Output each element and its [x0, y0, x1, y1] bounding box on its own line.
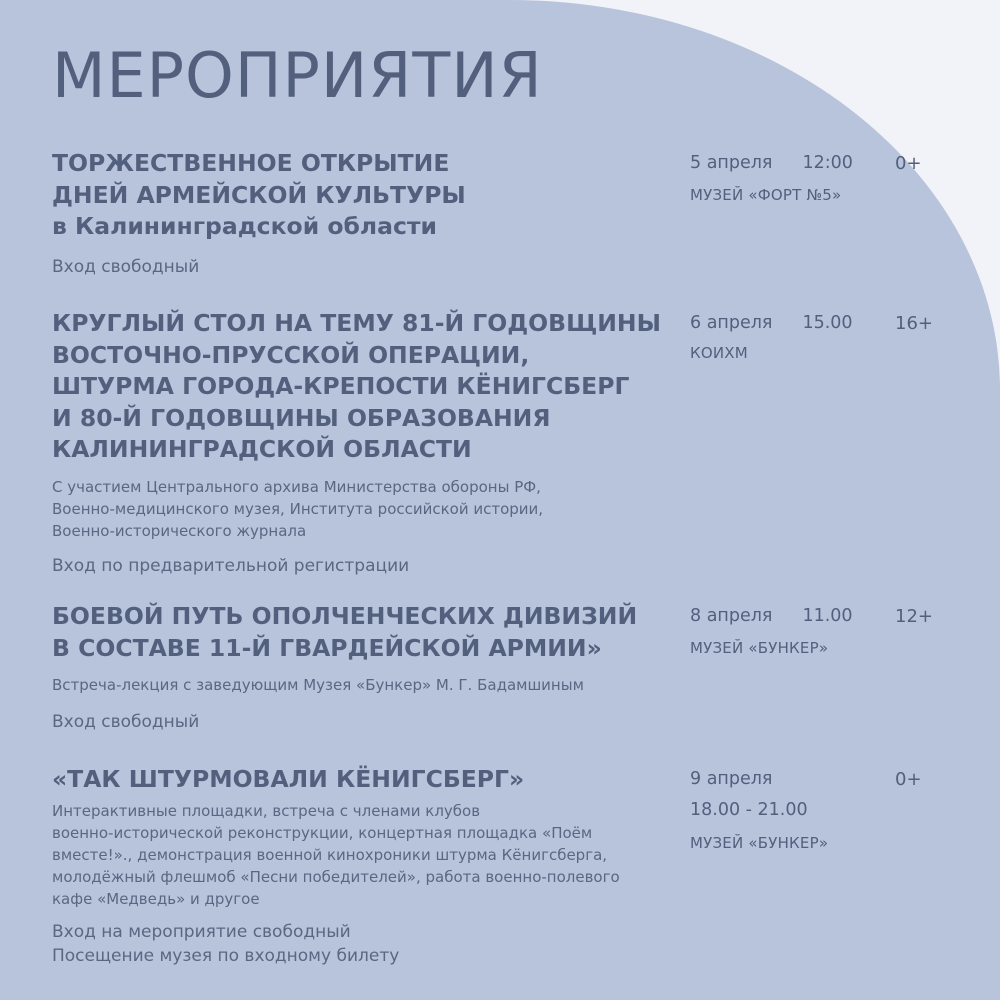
event-title-line: ТОРЖЕСТВЕННОЕ ОТКРЫТИЕ [52, 149, 450, 177]
event-description-line: Военно-медицинского музея, Института российской истории, [52, 499, 544, 518]
event-venue: КОИХМ [690, 344, 748, 362]
event-entry [52, 255, 952, 279]
event-3 [52, 601, 952, 734]
event-title-line: И 80-Й ГОДОВЩИНЫ ОБРАЗОВАНИЯ [52, 403, 551, 432]
event-title-line: ВОСТОЧНО-ПРУССКОЙ ОПЕРАЦИИ, [52, 340, 530, 369]
event-description-line: военно-исторической реконструкции, концертная площадка «Поём [52, 823, 593, 842]
event-entry-line: Вход свободный [52, 256, 200, 277]
event-entry [52, 554, 952, 578]
event-date-day: 5 апреля [690, 153, 773, 173]
event-title-line: В СОСТАВЕ 11-Й ГВАРДЕЙСКОЙ АРМИИ» [52, 633, 602, 662]
event-title [52, 308, 661, 466]
event-venue: МУЗЕЙ «БУНКЕР» [690, 834, 829, 852]
event-entry [52, 920, 952, 968]
event-date-day: 6 апреля [690, 313, 773, 333]
event-description-line: кафе «Медведь» и другое [52, 889, 260, 908]
event-age-rating: 16+ [895, 313, 933, 334]
event-title-line: КАЛИНИНГРАДСКОЙ ОБЛАСТИ [52, 435, 472, 463]
event-title-line: «ТАК ШТУРМОВАЛИ КЁНИГСБЕРГ» [52, 765, 525, 793]
event-4 [52, 764, 952, 968]
event-time: 12:00 [802, 153, 853, 173]
event-title [52, 148, 652, 243]
event-title-line: БОЕВОЙ ПУТЬ ОПОЛЧЕНЧЕСКИХ ДИВИЗИЙ [52, 602, 638, 630]
event-title-line: в Калининградской области [52, 212, 437, 240]
event-time: 11.00 [802, 606, 853, 626]
event-age-rating: 12+ [895, 606, 933, 627]
event-date-day: 9 апреля [690, 769, 773, 789]
event-date [690, 308, 853, 339]
event-entry-line: Посещение музея по входному билету [52, 945, 400, 966]
event-description [52, 476, 952, 542]
event-description-line: Интерактивные площадки, встреча с членами клубов [52, 801, 481, 820]
event-date-day: 8 апреля [690, 606, 773, 626]
event-venue: МУЗЕЙ «БУНКЕР» [690, 639, 829, 657]
event-venue: МУЗЕЙ «ФОРТ №5» [690, 186, 842, 204]
event-title-line: ШТУРМА ГОРОДА-КРЕПОСТИ КЁНИГСБЕРГ [52, 372, 630, 400]
event-entry-line: Вход по предварительной регистрации [52, 555, 410, 576]
event-description [52, 800, 952, 910]
event-description-line: Военно-исторического журнала [52, 521, 307, 540]
event-description [52, 674, 952, 696]
event-description-line: С участием Центрального архива Министерства обороны РФ, [52, 477, 541, 496]
event-description-line: вместе!»., демонстрация военной кинохроники штурма Кёнигсберга, [52, 845, 608, 864]
event-1 [52, 148, 952, 279]
event-description-line: молодёжный флешмоб «Песни победителей», работа военно-полевого [52, 867, 620, 886]
event-age-rating: 0+ [895, 153, 922, 174]
event-date [690, 148, 853, 179]
event-2 [52, 308, 952, 578]
event-title [52, 764, 652, 796]
page-title: МЕРОПРИЯТИЯ [52, 39, 543, 112]
event-time: 15.00 [802, 313, 853, 333]
event-entry [52, 710, 952, 734]
event-entry-line: Вход на мероприятие свободный [52, 921, 351, 942]
event-title [52, 601, 652, 664]
event-title-line: КРУГЛЫЙ СТОЛ НА ТЕМУ 81-Й ГОДОВЩИНЫ [52, 309, 661, 337]
event-title-line: ДНЕЙ АРМЕЙСКОЙ КУЛЬТУРЫ [52, 180, 466, 209]
event-age-rating: 0+ [895, 769, 922, 790]
event-entry-line: Вход свободный [52, 712, 200, 732]
event-description-line: Встреча-лекция с заведующим Музея «Бункер» М. Г. Бадамшиным [52, 676, 584, 694]
event-date [690, 764, 808, 826]
event-date [690, 601, 853, 632]
event-time: 18.00 - 21.00 [690, 800, 808, 820]
